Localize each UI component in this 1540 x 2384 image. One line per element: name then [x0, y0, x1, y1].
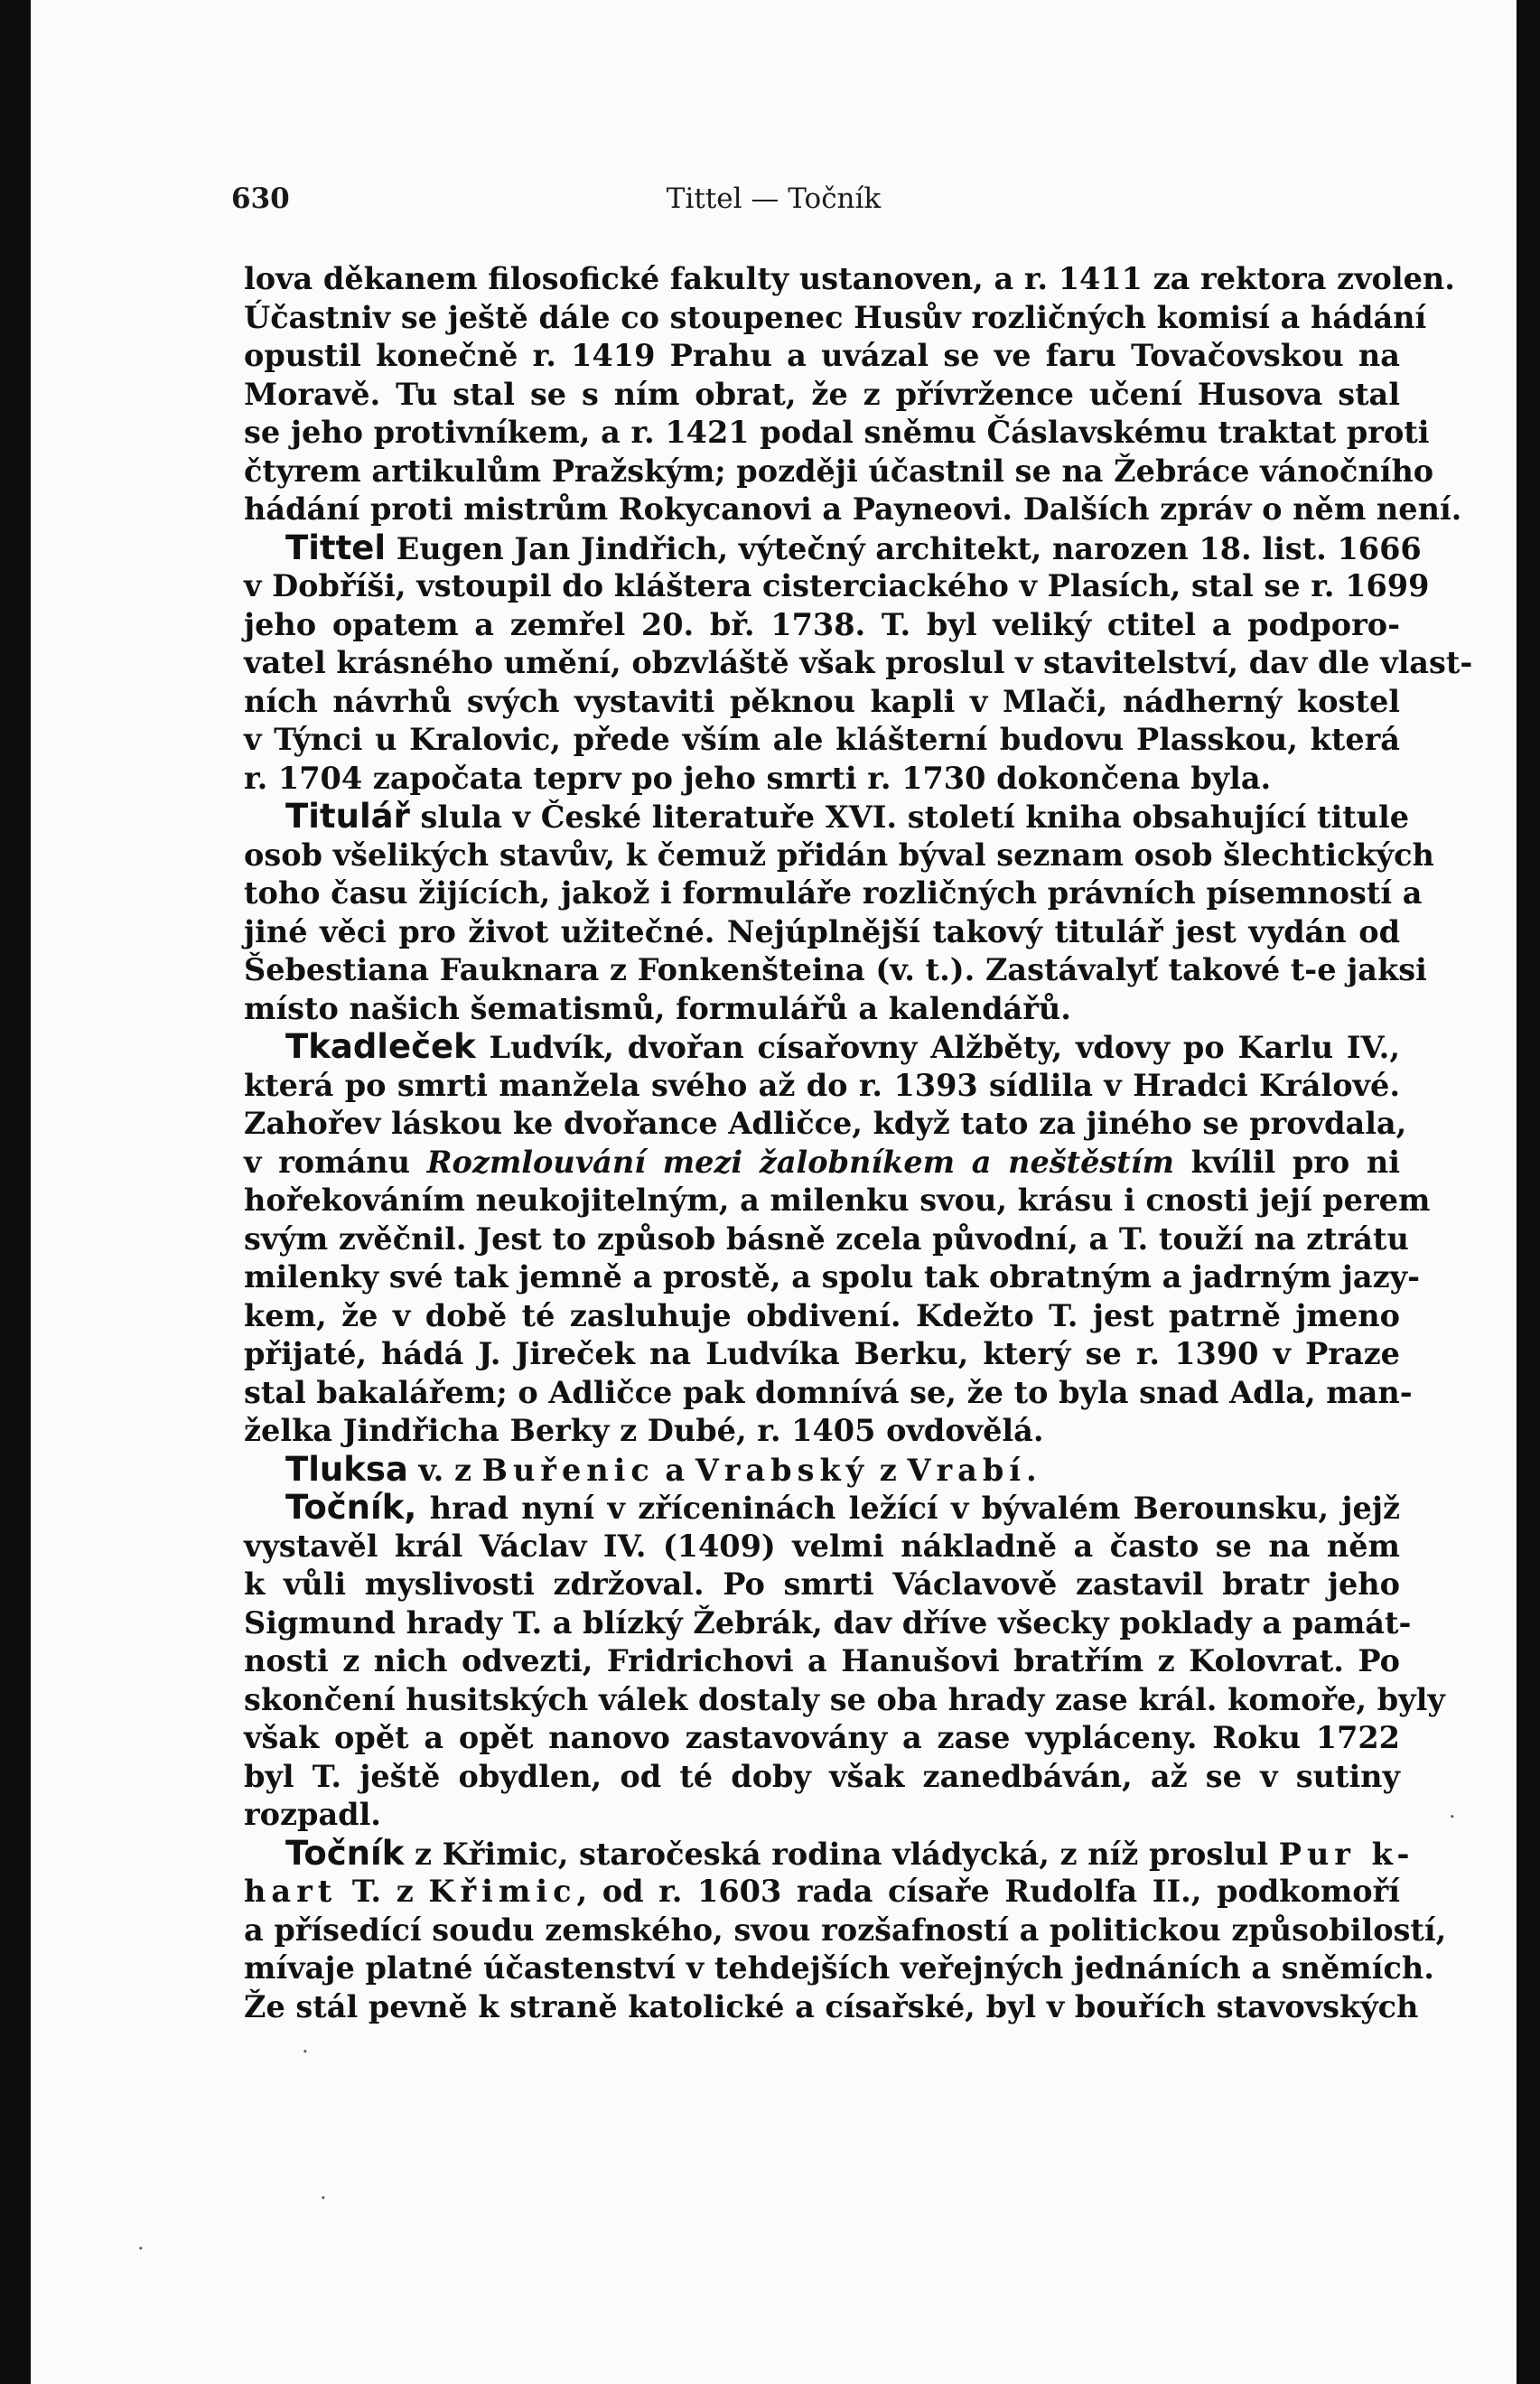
text-line: svým zvěčnil. Jest to způsob básně zcela původní, a T. touží na ztrátu: [244, 1220, 1409, 1257]
text-line: [244, 1028, 1400, 1067]
page: [31, 0, 1517, 2384]
entry-tkadlecek: [244, 1027, 1431, 1451]
line-text: v románu: [244, 1144, 427, 1180]
line-text: hrad nyní v zříceninách ležící v bývalém Berounsku, jejž: [416, 1491, 1400, 1526]
text-line: jiné věci pro život užitečné. Nejúplnější takový titulář jest vydán od: [244, 913, 1400, 949]
person-name: Křimic: [428, 1874, 577, 1909]
text-line: stal bakalářem; o Adličce pak domnívá se, že to byla snad Adla, man-: [244, 1374, 1413, 1410]
text-line: jeho opatem a zemřel 20. bř. 1738. T. byl veliký ctitel a podporo-: [244, 606, 1400, 642]
text-line: [244, 797, 1410, 837]
text-line: ních návrhů svých vystaviti pěknou kapli v Mlači, nádherný kostel: [244, 683, 1400, 719]
print-speck: .: [302, 2033, 309, 2058]
text-line: [244, 1873, 1400, 1912]
line-text: z Křimic, staročeská rodina vládycká, z níž proslul: [404, 1836, 1279, 1872]
text-line: opustil konečně r. 1419 Prahu a uvázal se ve faru Tovačovskou na: [244, 338, 1400, 373]
text-line: [244, 1489, 1400, 1528]
text-line: byl T. ještě obydlen, od té doby však zanedbáván, až se v sutiny: [244, 1758, 1400, 1794]
entry-headword: Točník,: [285, 1488, 417, 1527]
page-number: 630: [231, 182, 290, 215]
entry-tocnik-family: [244, 1833, 1447, 2027]
text-line: Moravě. Tu stal se s ním obrat, že z přívržence učení Husova stal: [244, 376, 1400, 412]
text-line: toho času žijících, jakož i formuláře rozličných právních písemností a: [244, 875, 1423, 911]
text-line: Sigmund hrady T. a blízký Žebrák, dav dříve všecky poklady a památ-: [244, 1604, 1412, 1641]
text-line: a přísedící soudu zemského, svou rozšafností a politickou způsobilostí,: [244, 1912, 1447, 1948]
text-line: skončení husitských válek dostaly se oba hrady zase král. komoře, byly: [244, 1681, 1445, 1717]
line-text: v. z: [407, 1452, 482, 1488]
line-text: Eugen Jan Jindřich, výtečný architekt, narozen 18. list. 1666: [386, 530, 1422, 566]
entry-tittel: [244, 528, 1473, 799]
text-line: [244, 528, 1422, 568]
cross-reference: Vrabský: [695, 1452, 870, 1488]
cross-reference: Buřenic: [481, 1452, 655, 1488]
line-text: , od r. 1603 rada císaře Rudolfa II., podkomoří: [576, 1874, 1400, 1909]
text-line: želka Jindřicha Berky z Dubé, r. 1405 ovdovělá.: [244, 1413, 1044, 1448]
text-line: v Dobříši, vstoupil do kláštera cisterciackého v Plasích, stal se r. 1699: [244, 568, 1430, 603]
entry-titular: [244, 797, 1434, 1028]
line-text: Ludvík, dvořan císařovny Alžběty, vdovy po Karlu IV.,: [475, 1030, 1400, 1065]
print-speck: .: [137, 2230, 145, 2255]
text-line: k vůli myslivosti zdržoval. Po smrti Václavově zastavil bratr jeho: [244, 1566, 1400, 1602]
line-text: z: [869, 1452, 908, 1488]
entry-headword: Tkadleček: [285, 1027, 476, 1066]
text-line: hádání proti mistrům Rokycanovi a Payneovi. Dalších zpráv o něm není.: [244, 491, 1462, 527]
text-line: osob všelikých stavův, k čemuž přidán býval seznam osob šlechtických: [244, 837, 1434, 873]
text-line: mívaje platné účastenství v tehdejších veřejných jednáních a sněmích.: [244, 1950, 1434, 1986]
text-line: kem, že v době té zasluhuje obdivení. Kdežto T. jest patrně jmeno: [244, 1297, 1400, 1333]
text-line: vystavěl král Václav IV. (1409) velmi nákladně a často se na něm: [244, 1528, 1400, 1564]
entry-tluksa: [244, 1451, 1400, 1490]
text-line: však opět a opět nanovo zastavovány a zase vypláceny. Roku 1722: [244, 1720, 1400, 1755]
text-line: rozpadl.: [244, 1797, 381, 1832]
text-line: [244, 1833, 1415, 1874]
text-line: Že stál pevně k straně katolické a císařské, byl v bouřích stavovských: [244, 1988, 1419, 2024]
line-text: a: [654, 1452, 695, 1488]
person-name: hart: [244, 1874, 338, 1909]
text-line: r. 1704 započata teprv po jeho smrti r. 1730 dokončena byla.: [244, 760, 1272, 796]
line-text: T. z: [337, 1874, 429, 1909]
line-text: kvílil pro ni: [1173, 1144, 1400, 1180]
line-text: slula v České literatuře XVI. století kniha obsahující titule: [409, 799, 1410, 835]
text-line: nosti z nich odvezti, Fridrichovi a Hanušovi bratřím z Kolovrat. Po: [244, 1643, 1400, 1678]
print-speck: .: [320, 2179, 327, 2204]
text-line: [244, 1451, 1400, 1490]
page-header: [31, 181, 1517, 226]
text-line: vatel krásného umění, obzvláště však proslul v stavitelství, dav dle vlast-: [244, 645, 1473, 680]
text-line: se jeho protivníkem, a r. 1421 podal sněmu Čáslavskému traktat proti: [244, 415, 1430, 450]
book-title: Rozmlouvání mezi žalobníkem a neštěstím: [426, 1144, 1174, 1180]
entry-tocnik-castle: [244, 1488, 1445, 1835]
text-line: milenky své tak jemně a prostě, a spolu tak obratným a jadrným jazy-: [244, 1259, 1420, 1295]
text-line: čtyrem artikulům Pražským; později účastnil se na Žebráce vánočního: [244, 453, 1434, 489]
entry-headword: Tittel: [285, 528, 387, 567]
text-line: lova děkanem filosofické fakulty ustanoven, a r. 1411 za rektora zvolen.: [244, 261, 1455, 296]
text-line: [244, 1144, 1400, 1183]
cross-reference: Vrabí: [907, 1452, 1026, 1488]
text-line: hořekováním neukojitelným, a milenku svou, krásu i cnosti její perem: [244, 1183, 1431, 1218]
text-line: která po smrti manžela svého až do r. 1393 sídlila v Hradci Králové.: [244, 1067, 1400, 1103]
body-text: [244, 260, 1473, 2026]
text-line: přijaté, hádá J. Jireček na Ludvíka Berku, který se r. 1390 v Praze: [244, 1336, 1400, 1371]
text-line: v Týnci u Kralovic, přede vším ale klášterní budovu Plasskou, která: [244, 722, 1400, 757]
text-line: místo našich šematismů, formulářů a kalendářů.: [244, 990, 1071, 1026]
text-line: Zahořev láskou ke dvořance Adličce, když tato za jiného se provdala,: [244, 1106, 1407, 1141]
running-head: Tittel — Točník: [666, 182, 882, 215]
entry-headword: Točník: [285, 1833, 405, 1873]
text-line: Účastniv se ještě dále co stoupenec Husův rozličných komisí a hádání: [244, 299, 1427, 335]
person-name: Pur k-: [1278, 1836, 1415, 1872]
text-line: Šebestiana Fauknara z Fonkenšteina (v. t.). Zastávalyť takové t-e jaksi: [244, 952, 1427, 987]
line-text: .: [1025, 1452, 1037, 1488]
entry-headword: Tluksa: [285, 1449, 408, 1489]
print-speck: .: [1449, 1798, 1456, 1823]
entry-continuation: [244, 260, 1462, 529]
entry-headword: Titulář: [285, 797, 410, 836]
